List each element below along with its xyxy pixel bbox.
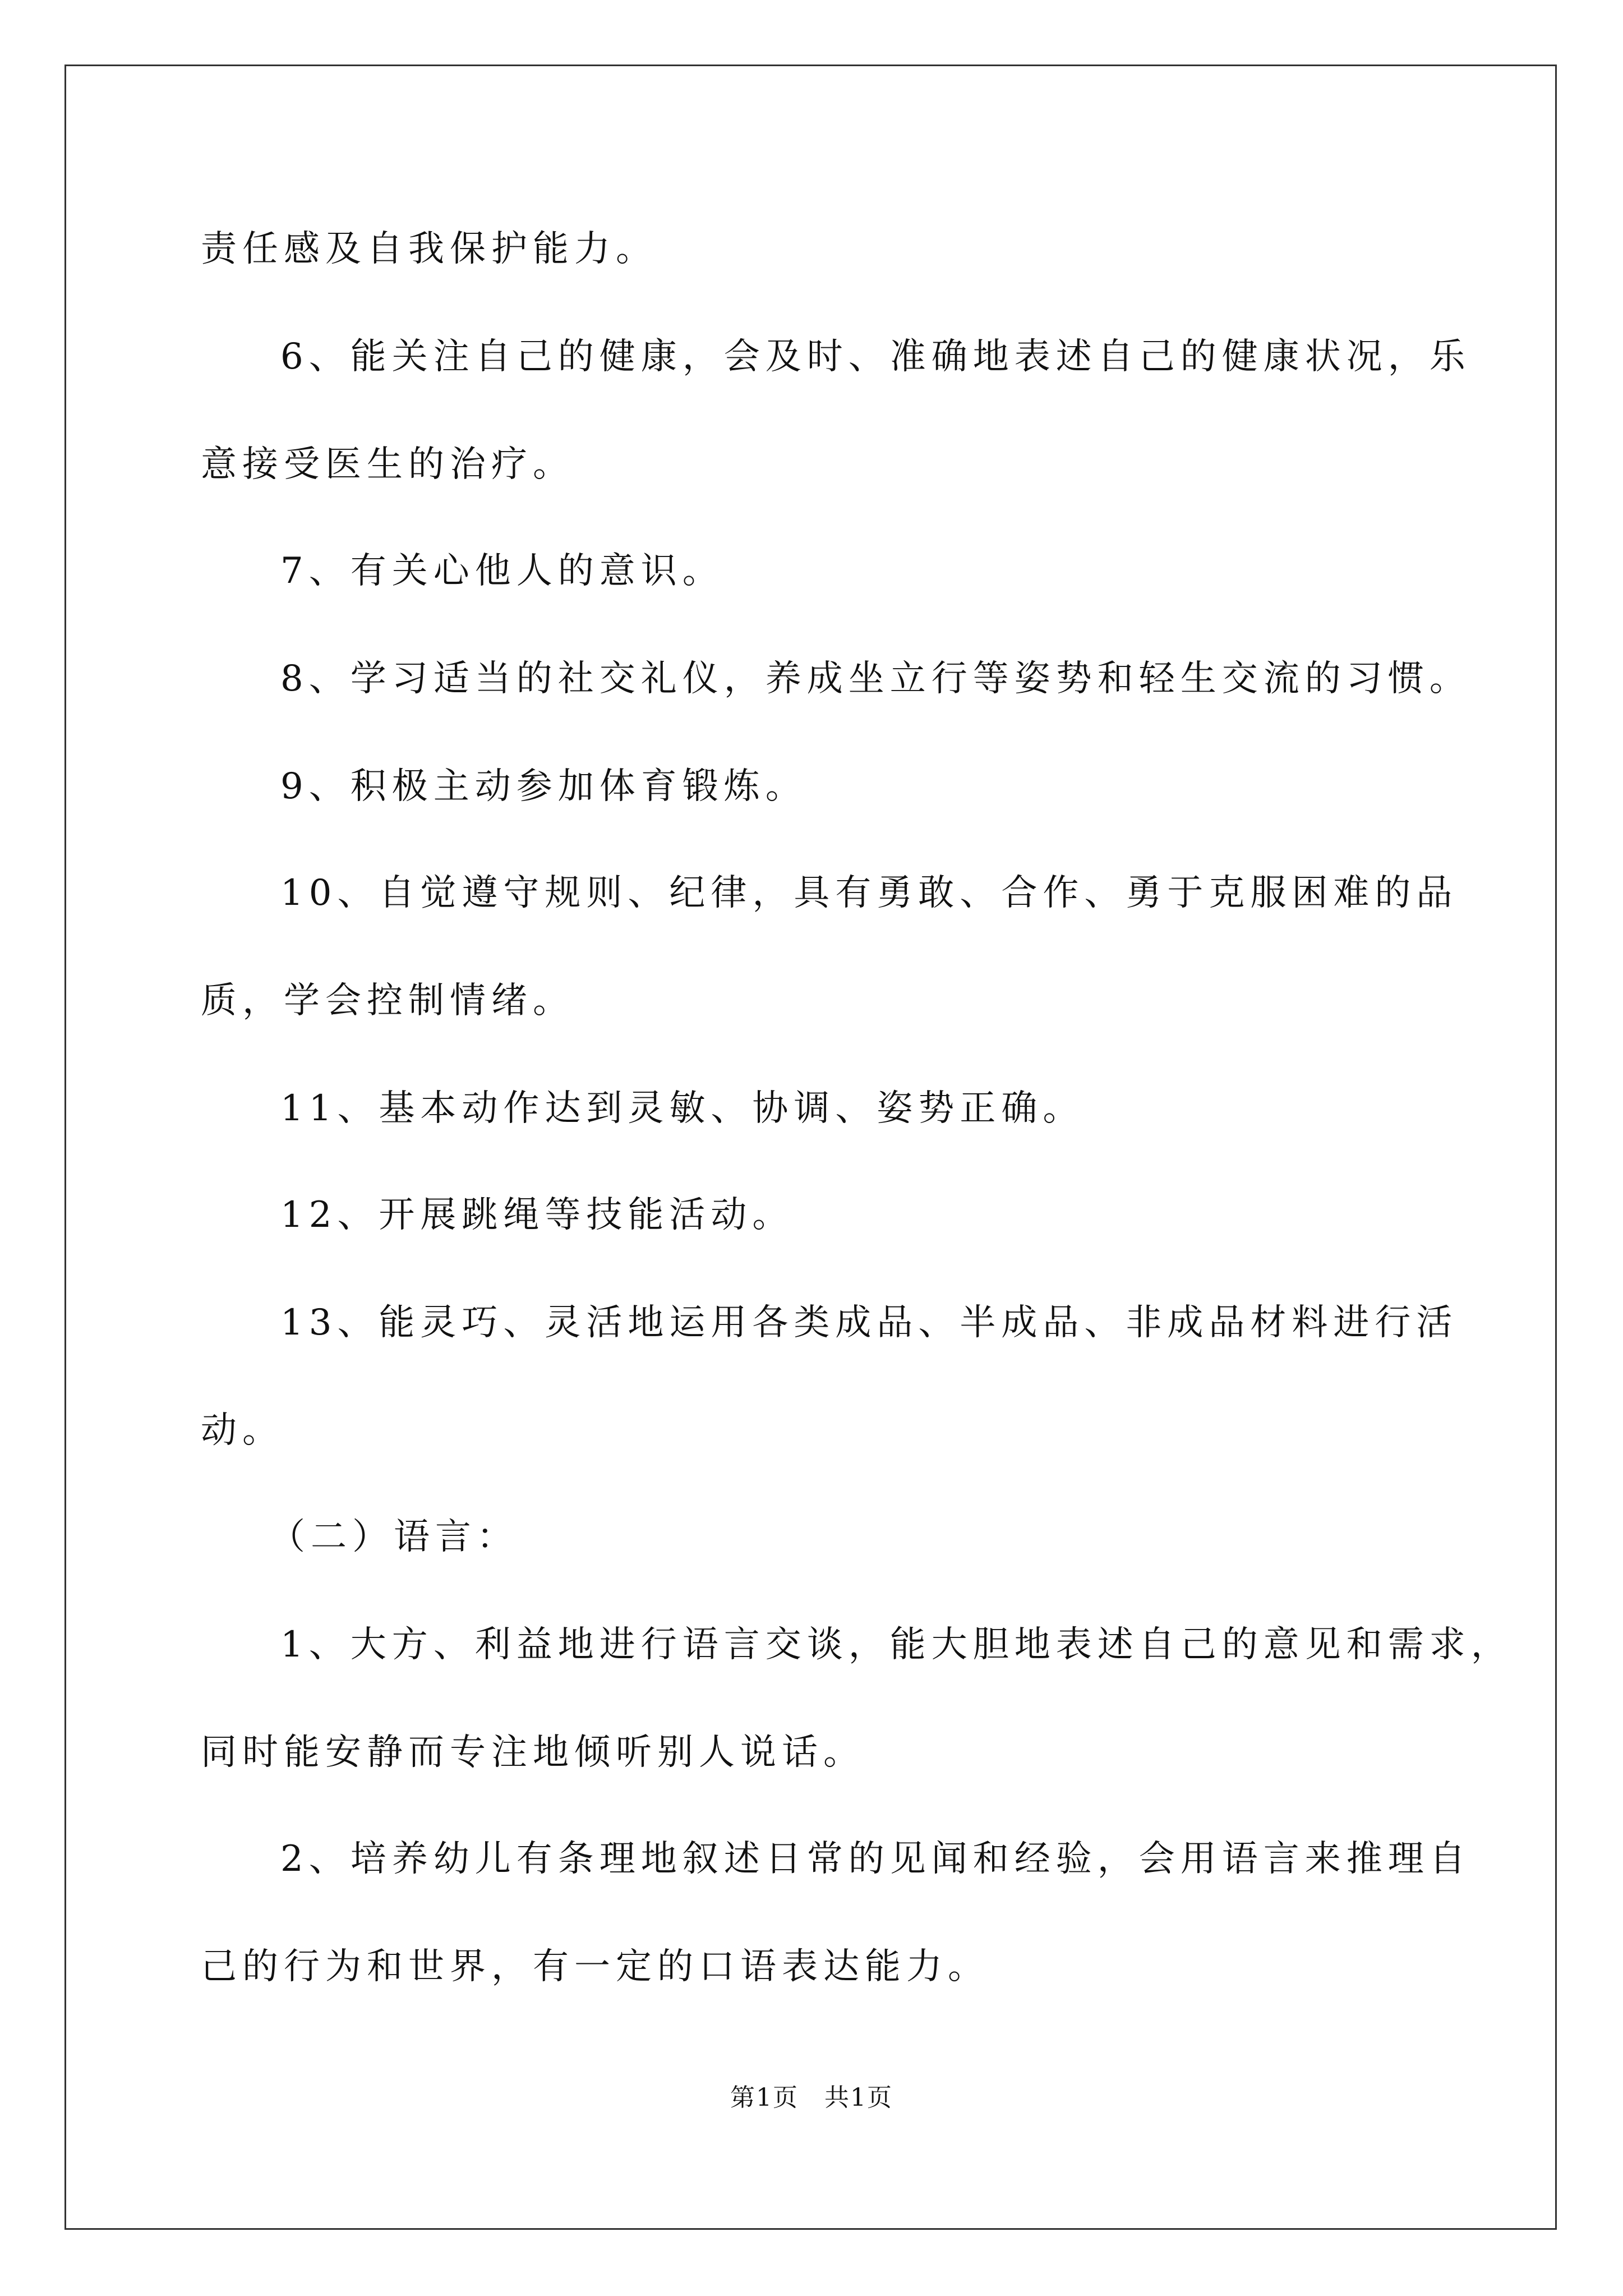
item-9: 9、积极主动参加体育锻炼。 xyxy=(280,766,807,807)
item-12: 12、开展跳绳等技能活动。 xyxy=(280,1194,794,1236)
item-11: 11、基本动作达到灵敏、协调、姿势正确。 xyxy=(280,1088,1085,1129)
item-6-line-1: 6、能关注自己的健康，会及时、准确地表述自己的健康状况，乐 xyxy=(280,336,1471,378)
page-border xyxy=(64,65,1557,2230)
page-footer: 第1页 共1页 xyxy=(730,2083,893,2112)
item-10-line-2: 质，学会控制情绪。 xyxy=(201,980,574,1022)
section-heading-language: （二）语言： xyxy=(269,1516,518,1558)
item-10-line-1: 10、自觉遵守规则、纪律，具有勇敢、合作、勇于克服困难的品 xyxy=(280,872,1458,914)
item-8: 8、学习适当的社交礼仪，养成坐立行等姿势和轻生交流的习惯。 xyxy=(280,658,1471,700)
language-item-2-line-2: 己的行为和世界，有一定的口语表达能力。 xyxy=(201,1946,989,1987)
language-item-1-line-1: 1、大方、利益地进行语言交谈，能大胆地表述自己的意见和需求， xyxy=(280,1624,1513,1665)
item-13-line-2: 动。 xyxy=(201,1410,284,1451)
item-13-line-1: 13、能灵巧、灵活地运用各类成品、半成品、非成品材料进行活 xyxy=(280,1302,1458,1343)
language-item-2-line-1: 2、培养幼儿有条理地叙述日常的见闻和经验，会用语言来推理自 xyxy=(280,1838,1471,1880)
item-6-line-2: 意接受医生的治疗。 xyxy=(201,444,574,485)
language-item-1-line-2: 同时能安静而专注地倾听别人说话。 xyxy=(201,1732,865,1773)
text-line-1: 责任感及自我保护能力。 xyxy=(201,228,657,270)
item-7: 7、有关心他人的意识。 xyxy=(280,550,724,592)
